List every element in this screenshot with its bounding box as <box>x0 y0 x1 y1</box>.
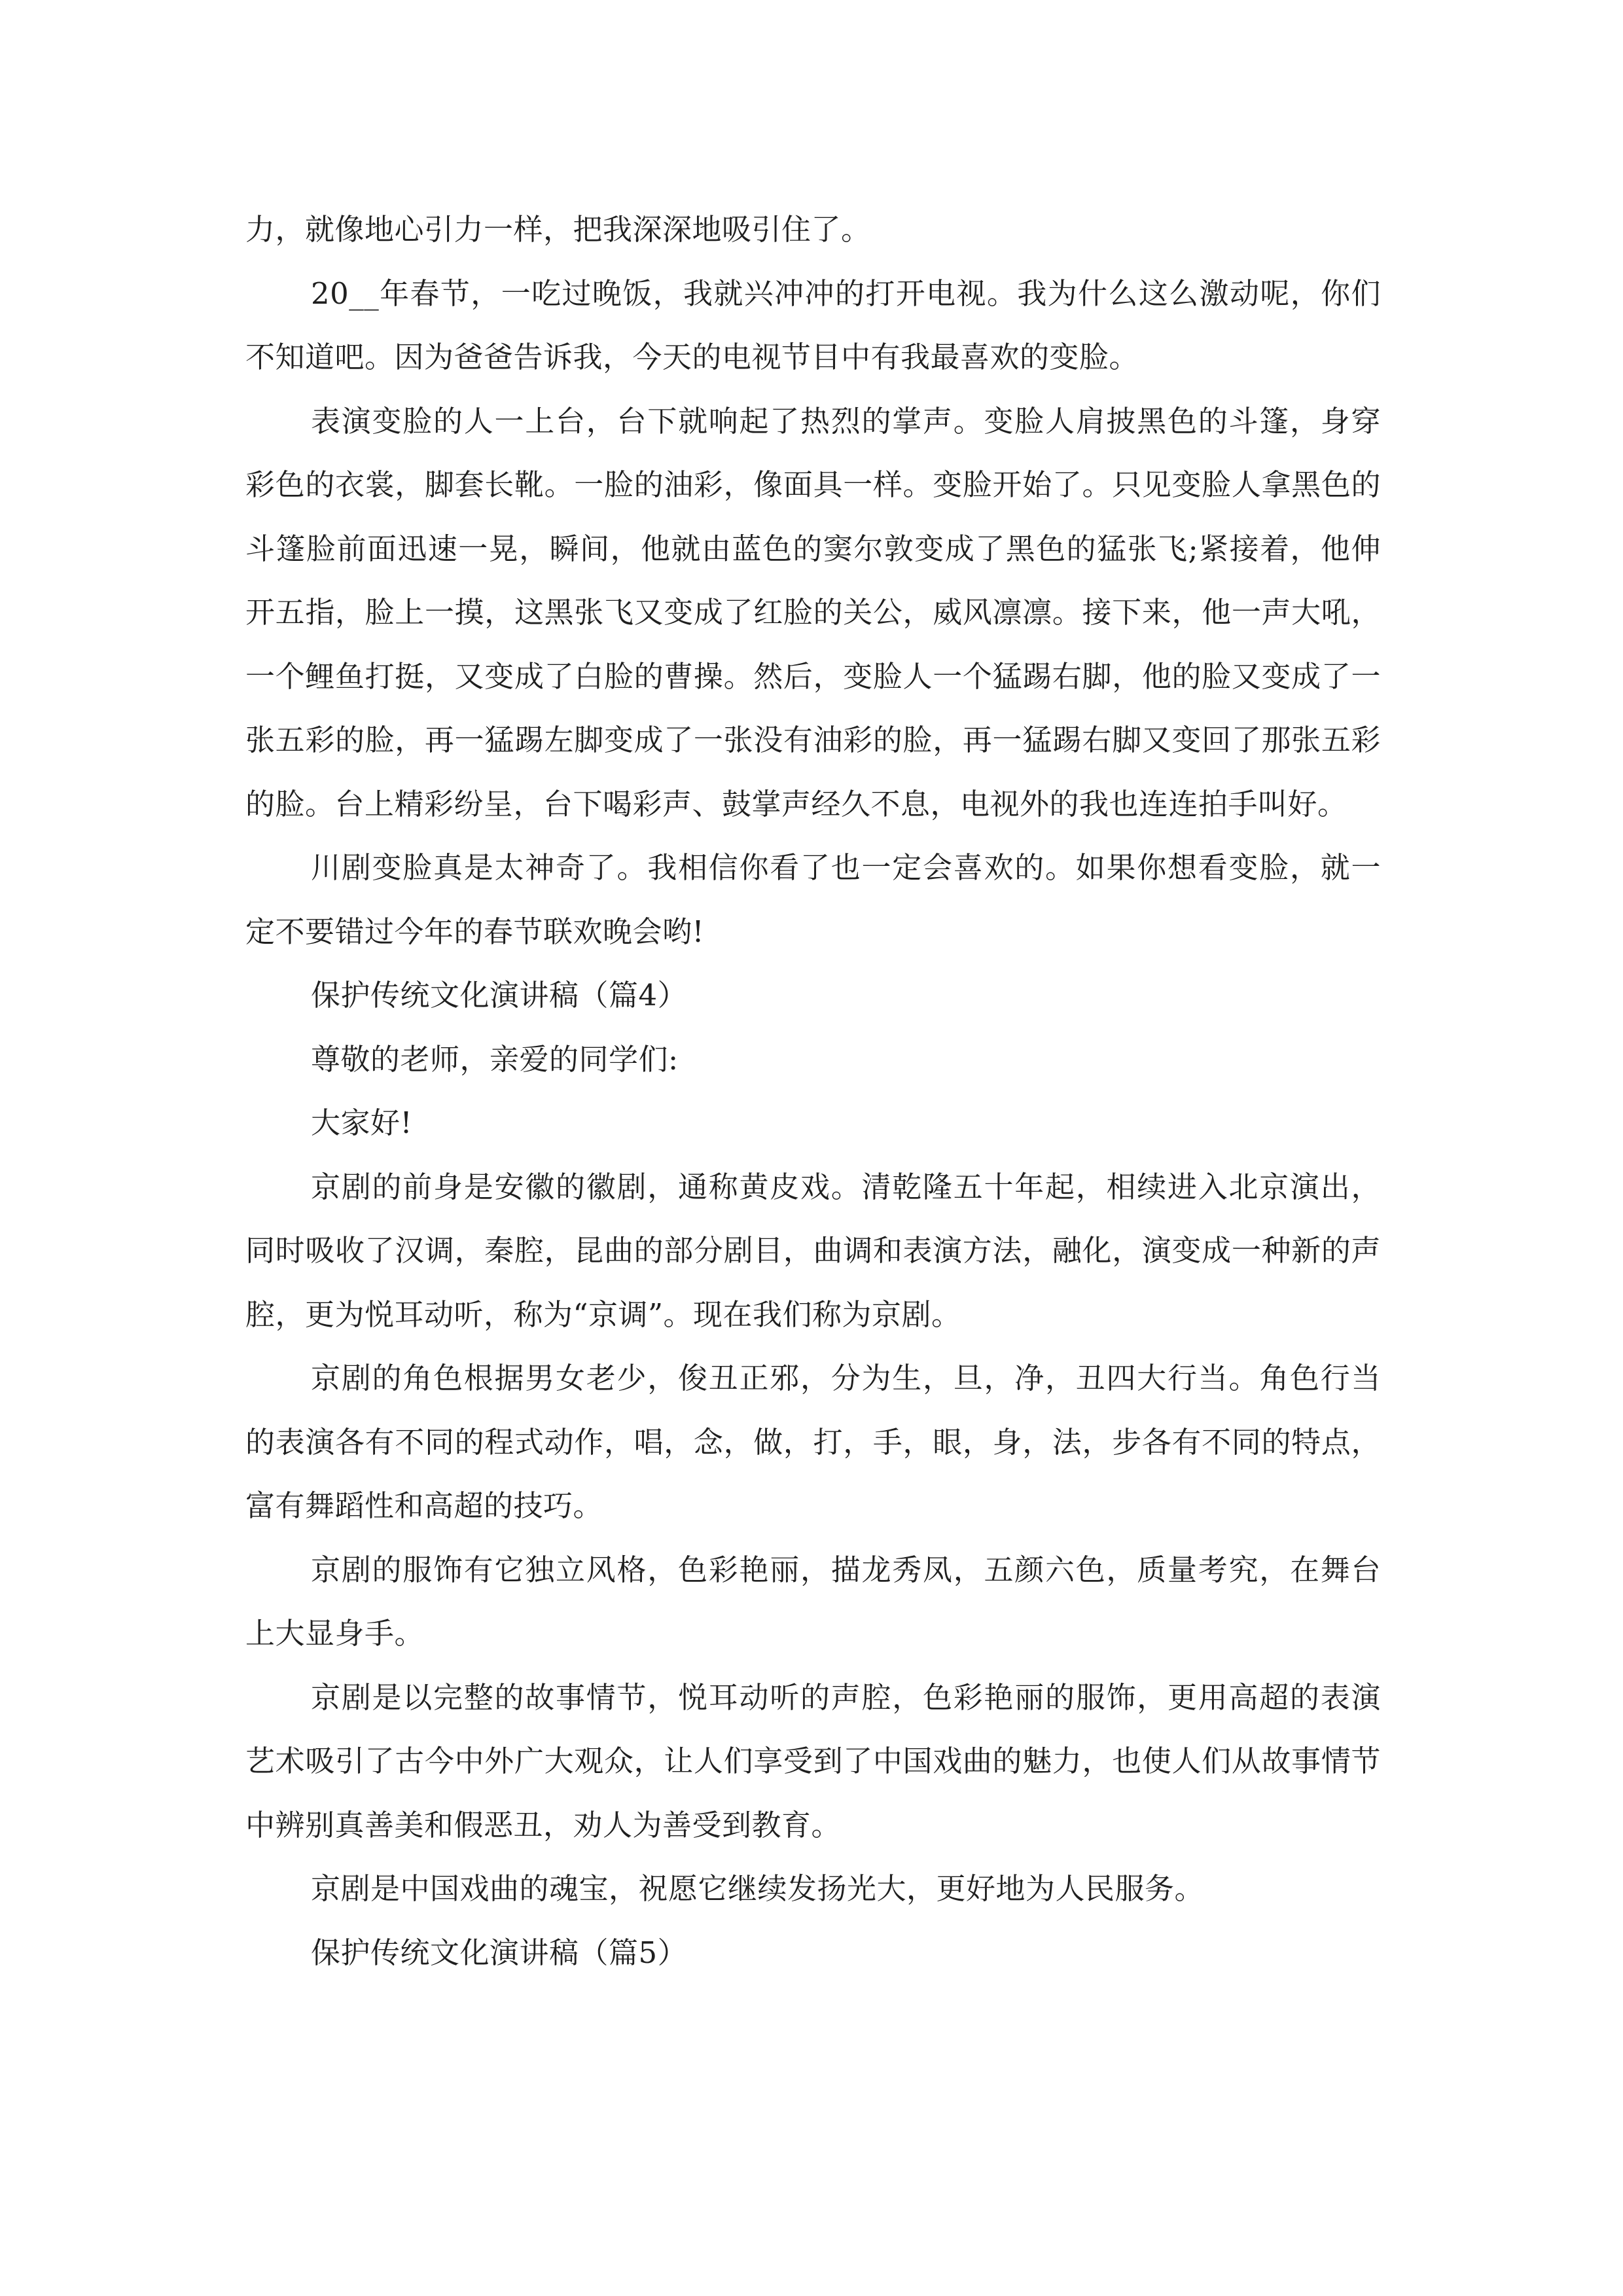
greeting: 大家好! <box>311 1105 413 1140</box>
paragraph: 京剧是中国戏曲的魂宝，祝愿它继续发扬光大，更好地为人民服务。 <box>311 1871 1205 1906</box>
section-heading: 保护传统文化演讲稿（篇4） <box>311 978 688 1013</box>
section-heading: 保护传统文化演讲稿（篇5） <box>311 1935 688 1970</box>
paragraph: 川剧变脸真是太神奇了。我相信你看了也一定会喜欢的。如果你想看变脸，就一定不要错过今年的春节联欢晚会哟! <box>245 850 1381 949</box>
salutation: 尊敬的老师，亲爱的同学们: <box>311 1041 679 1077</box>
paragraph: 京剧的服饰有它独立风格，色彩艳丽，描龙秀凤，五颜六色，质量考究，在舞台上大显身手。 <box>245 1552 1381 1651</box>
paragraph: 京剧的角色根据男女老少，俊丑正邪，分为生，旦，净，丑四大行当。角色行当的表演各有不同的程式动作，唱，念，做，打，手，眼，身，法，步各有不同的特点，富有舞蹈性和高超的技巧。 <box>245 1361 1381 1523</box>
paragraph: 京剧的前身是安徽的徽剧，通称黄皮戏。清乾隆五十年起，相续进入北京演出，同时吸收了汉调，秦腔，昆曲的部分剧目，曲调和表演方法，融化，演变成一种新的声腔，更为悦耳动听，称为“京调”。现在我们称为京剧。 <box>245 1169 1381 1332</box>
document-body <box>245 198 1381 1984</box>
paragraph: 表演变脸的人一上台，台下就响起了热烈的掌声。变脸人肩披黑色的斗篷，身穿彩色的衣裳，脚套长靴。一脸的油彩，像面具一样。变脸开始了。只见变脸人拿黑色的斗篷脸前面迅速一晃，瞬间，他就由蓝色的窦尔敦变成了黑色的猛张飞;紧接着，他伸开五指，脸上一摸，这黑张飞又变成了红脸的关公，威风凛凛。接下来，他一声大吼，一个鲤鱼打挺，又变成了白脸的曹操。然后，变脸人一个猛踢右脚，他的脸又变成了一张五彩的脸，再一猛踢左脚变成了一张没有油彩的脸，再一猛踢右脚又变回了那张五彩的脸。台上精彩纷呈，台下喝彩声、鼓掌声经久不息，电视外的我也连连拍手叫好。 <box>245 403 1381 821</box>
paragraph: 20__年春节，一吃过晚饭，我就兴冲冲的打开电视。我为什么这么激动呢，你们不知道吧。因为爸爸告诉我，今天的电视节目中有我最喜欢的变脸。 <box>245 276 1381 374</box>
paragraph: 京剧是以完整的故事情节，悦耳动听的声腔，色彩艳丽的服饰，更用高超的表演艺术吸引了古今中外广大观众，让人们享受到了中国戏曲的魅力，也使人们从故事情节中辨别真善美和假恶丑，劝人为善受到教育。 <box>245 1679 1381 1842</box>
paragraph-continuation: 力，就像地心引力一样，把我深深地吸引住了。 <box>245 212 871 247</box>
